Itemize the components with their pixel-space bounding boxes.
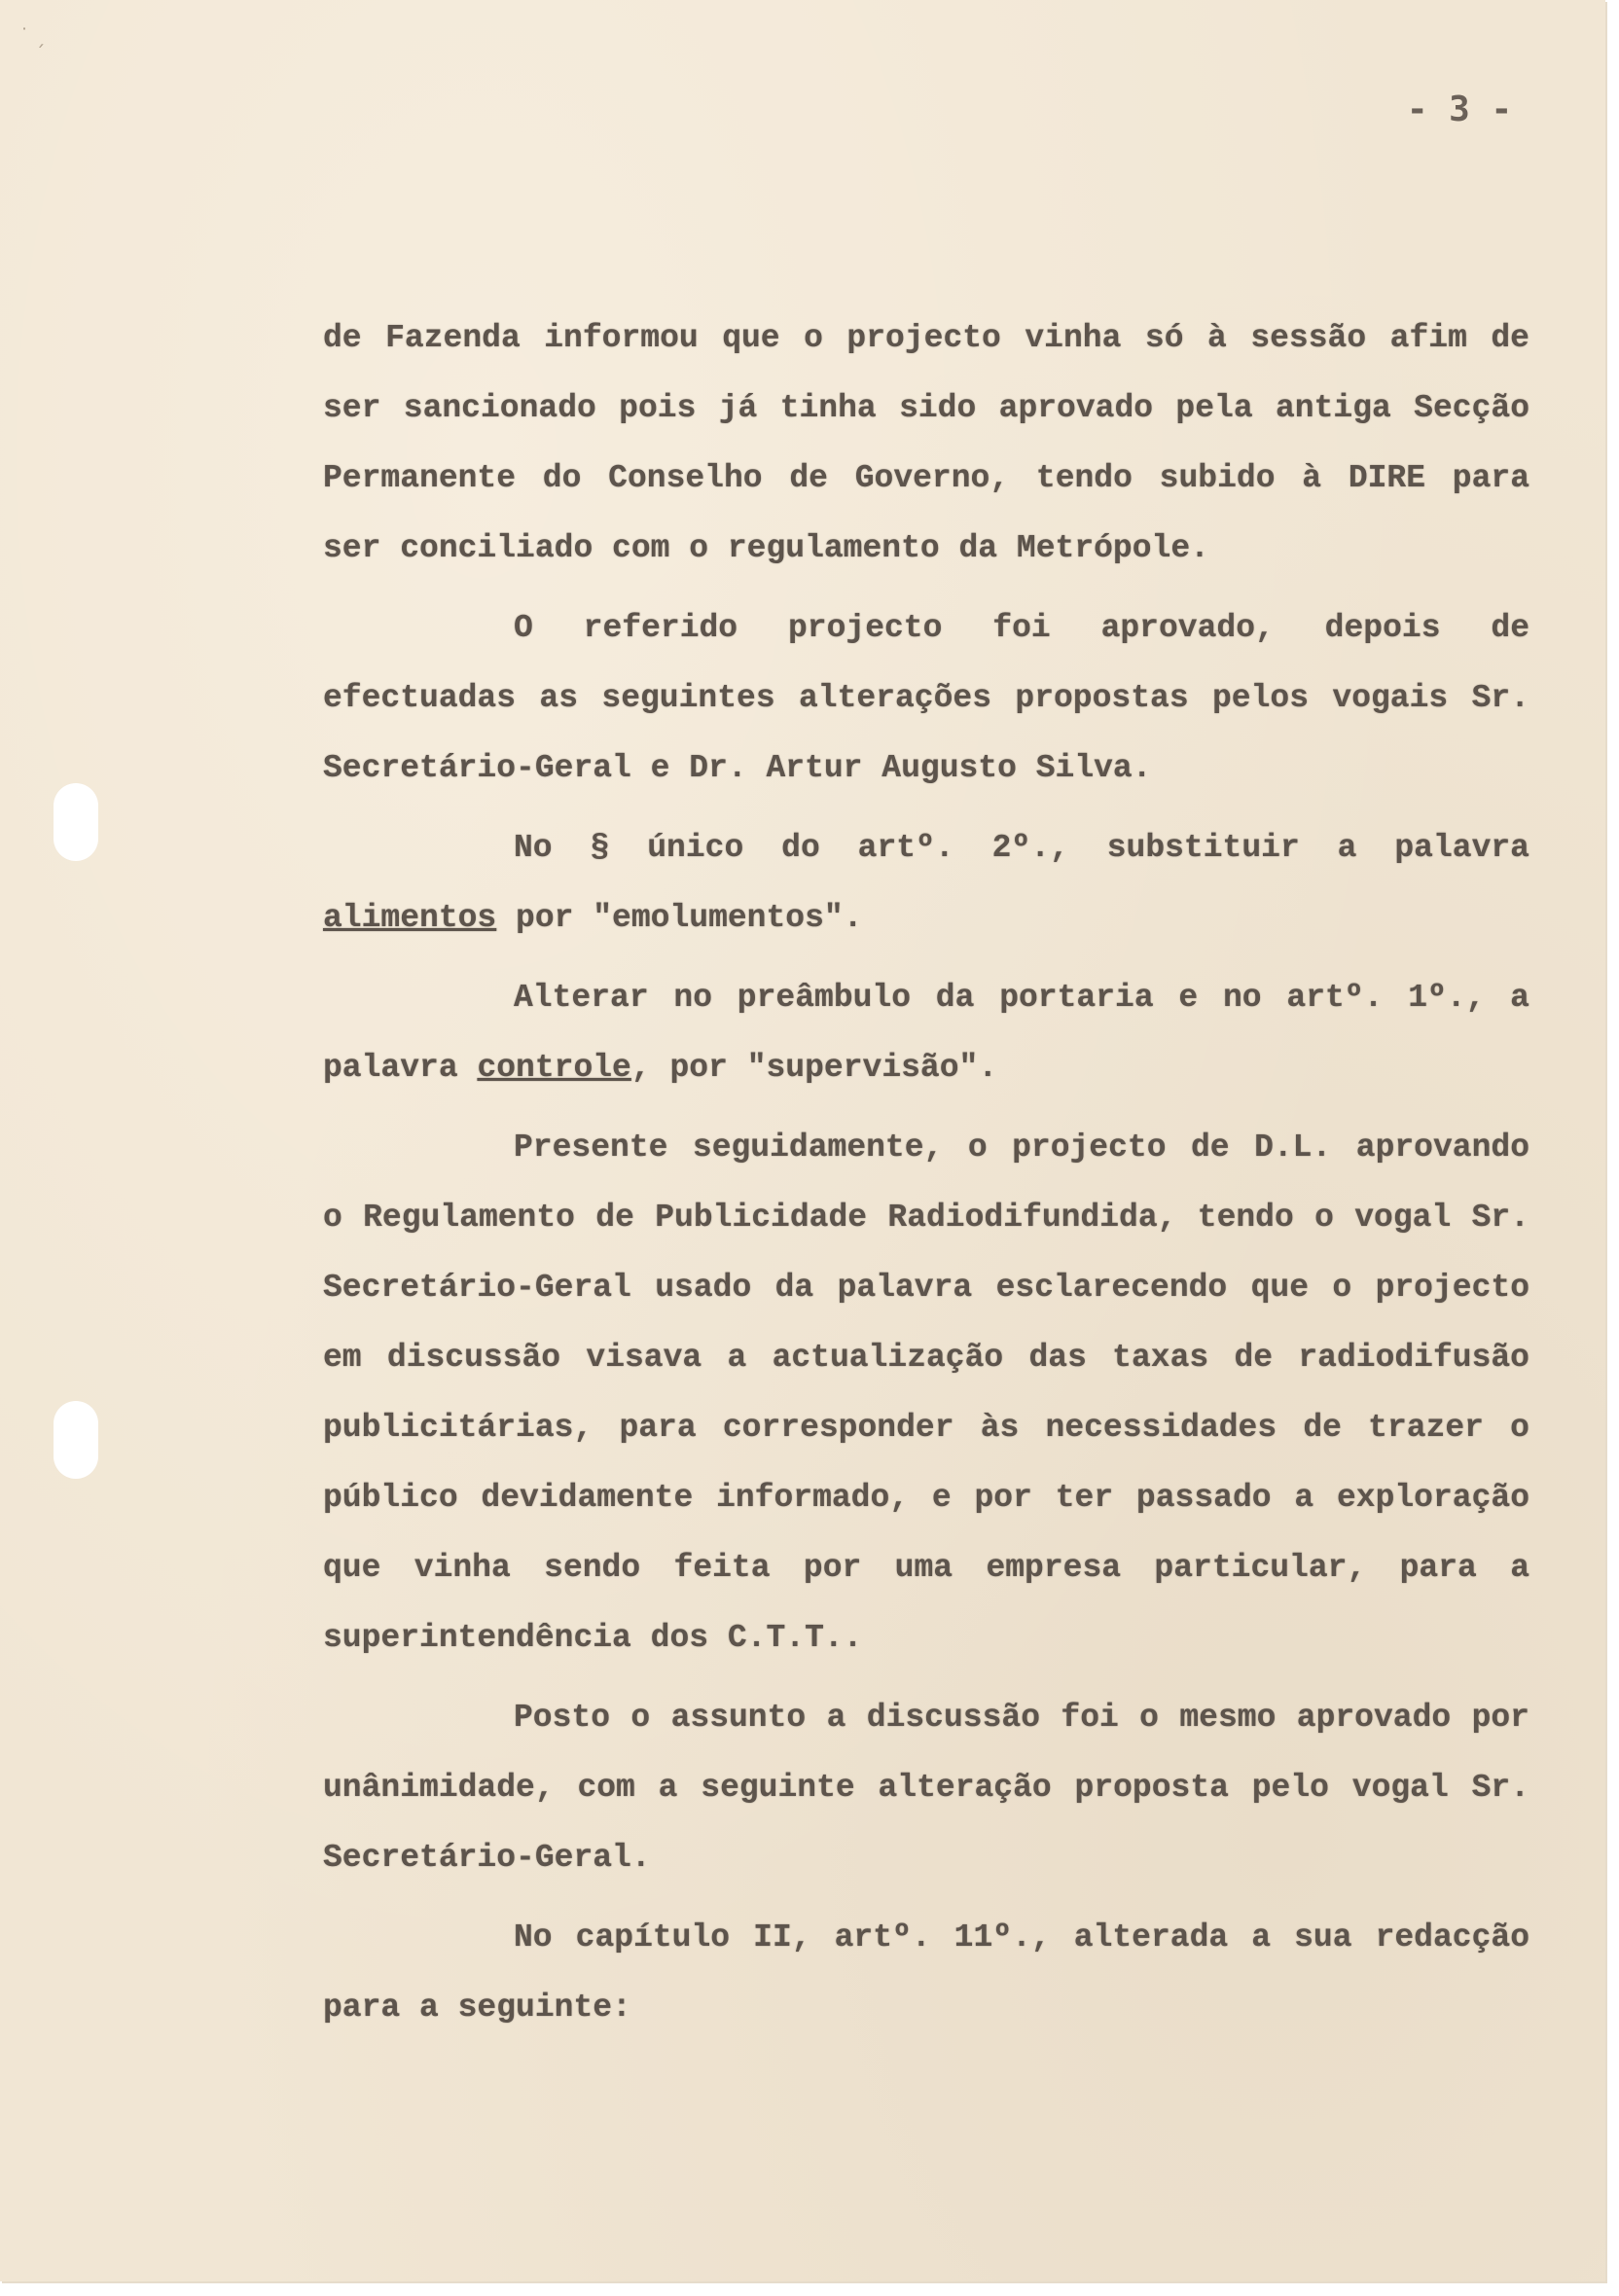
- paragraph-alteracao-paragrafo-unico: [323, 813, 1529, 953]
- paragraph-capitulo-ii: No capítulo II, artº. 11º., alterada a sua redacção para a seguinte:: [323, 1919, 1529, 2026]
- underlined-word-controle: controle: [477, 1050, 631, 1086]
- paragraph-3-before: No § único do artº. 2º., substituir a palavra: [514, 830, 1529, 866]
- page-number: - 3 -: [1406, 90, 1513, 129]
- underlined-word-alimentos: alimentos: [323, 900, 497, 936]
- paragraph-regulamento-publicidade: Presente seguidamente, o projecto de D.L. aprovando o Regulamento de Publicidade Radiodifundida, tendo o vogal Sr. Secretário-Geral usado da palavra esclarecendo que o projecto em discussão visava a actualização das taxas de radiodifusão publicitárias, para corresponder às necessidades de trazer o público devidamente informado, e por ter passado a exploração que vinha sendo feita por uma empresa particular, para a superintendência dos C.T.T..: [323, 1130, 1529, 1656]
- paragraph-aprovado-unanimidade: Posto o assunto a discussão foi o mesmo aprovado por unânimidade, com a seguinte alteração proposta pelo vogal Sr. Secretário-Geral.: [323, 1700, 1529, 1876]
- paragraph-3-after: por "emolumentos".: [496, 900, 863, 936]
- paragraph-fazenda-informou: de Fazenda informou que o projecto vinha só à sessão afim de ser sancionado pois já tinha sido aprovado pela antiga Secção Permanente do Conselho de Governo, tendo subido à DIRE para ser conciliado com o regulamento da Metrópole.: [323, 320, 1529, 566]
- paragraph-4-before: Alterar no preâmbulo da portaria e no artº. 1º., a palavra: [323, 980, 1529, 1086]
- paragraph-alteracao-preambulo: [323, 963, 1529, 1103]
- punch-hole-bottom: [54, 1401, 98, 1479]
- typed-text-body: [323, 304, 1529, 2053]
- paragraph-projecto-aprovado: O referido projecto foi aprovado, depois de efectuadas as seguintes alterações propostas pelos vogais Sr. Secretário-Geral e Dr. Artur Augusto Silva.: [323, 610, 1529, 786]
- punch-hole-top: [54, 783, 98, 861]
- paragraph-4-after: , por "supervisão".: [630, 1050, 998, 1086]
- corner-smudge: ˙ ˏ: [19, 24, 46, 48]
